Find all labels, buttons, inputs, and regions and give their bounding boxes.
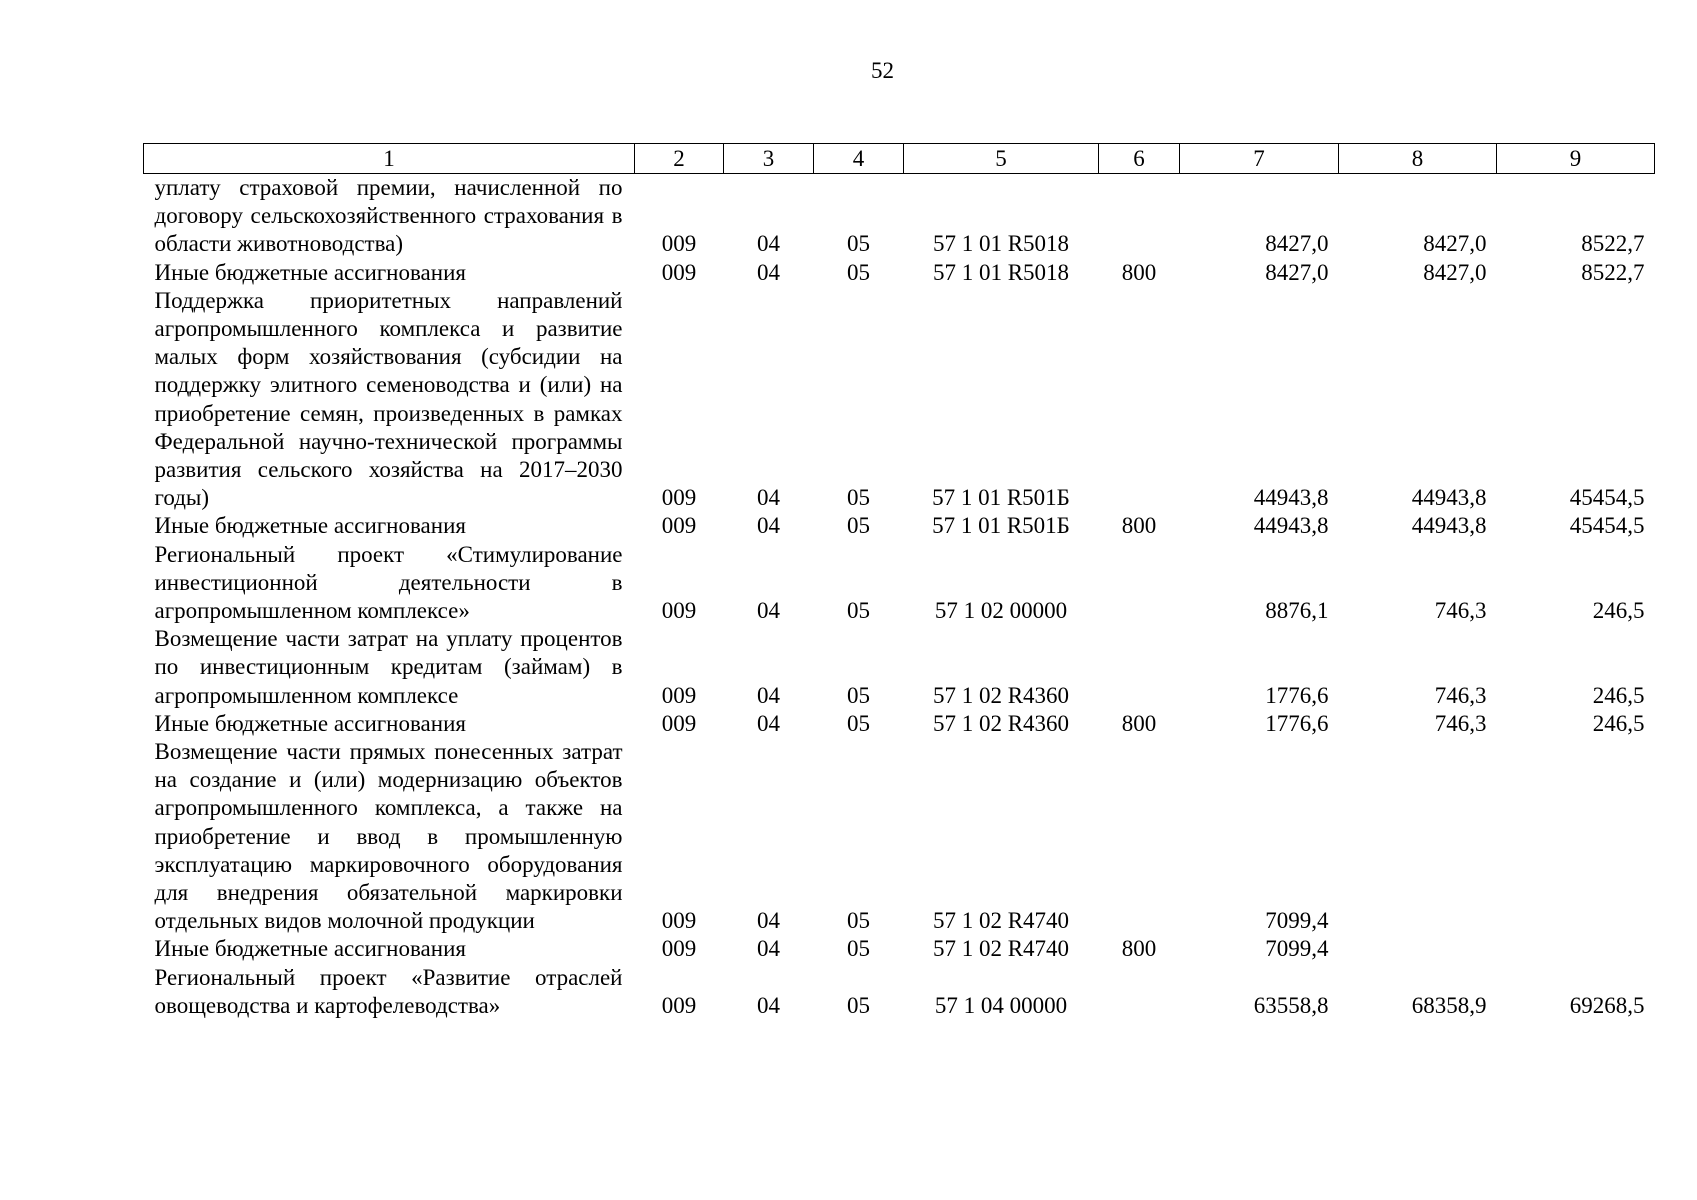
target-article-code: 57 1 01 R5018 xyxy=(932,259,1070,285)
row-description: Возмещение части прямых понесенных затрат на создание и (или) модернизацию объектов агропромышленного комплекса, а также на приобретение и ввод в промышленную эксплуатацию маркировочного оборудования для внедрения обязательной маркировки отдельных видов молочной продукции xyxy=(154,739,623,934)
table-row xyxy=(144,935,1655,963)
section-code: 04 xyxy=(757,992,780,1018)
ministry-code: 009 xyxy=(661,936,697,962)
amount-col8: 746,3 xyxy=(1434,682,1487,708)
subsection-code: 05 xyxy=(847,259,870,285)
row-description: Региональный проект «Развитие отраслей овощеводства и картофелеводства» xyxy=(154,964,623,1018)
amount-col9: 246,5 xyxy=(1592,710,1645,736)
amount-col9: 45454,5 xyxy=(1569,513,1645,539)
amount-col8: 746,3 xyxy=(1434,710,1487,736)
amount-col9: 69268,5 xyxy=(1569,992,1645,1018)
table-row xyxy=(144,259,1655,287)
budget-table xyxy=(143,143,1655,1020)
table-row xyxy=(144,512,1655,540)
section-code: 04 xyxy=(757,485,780,511)
amount-col7: 44943,8 xyxy=(1253,513,1329,539)
amount-col9: 246,5 xyxy=(1592,598,1645,624)
column-header: 8 xyxy=(1339,144,1497,174)
amount-col7: 7099,4 xyxy=(1265,936,1329,962)
ministry-code: 009 xyxy=(661,259,697,285)
section-code: 04 xyxy=(757,513,780,539)
column-header: 3 xyxy=(724,144,814,174)
expense-type-code xyxy=(1099,625,1180,710)
target-article-code: 57 1 02 R4740 xyxy=(932,936,1070,962)
amount-col9 xyxy=(1497,738,1655,935)
row-description: уплату страховой премии, начисленной по договору сельскохозяйственного страхования в области животноводства) xyxy=(154,175,623,257)
expense-type-code xyxy=(1099,174,1180,259)
table-row xyxy=(144,710,1655,738)
subsection-code: 05 xyxy=(847,682,870,708)
row-description: Иные бюджетные ассигнования xyxy=(154,259,466,285)
target-article-code: 57 1 02 R4360 xyxy=(932,710,1070,736)
row-description: Поддержка приоритетных направлений агропромышленного комплекса и развитие малых форм хозяйствования (субсидии на поддержку элитного семеноводства и (или) на приобретение семян, произведенных в рамках Федеральной научно-технической программы развития сельского хозяйства на 2017–2030 годы) xyxy=(154,287,623,511)
section-code: 04 xyxy=(757,231,780,257)
ministry-code: 009 xyxy=(661,231,697,257)
amount-col7: 7099,4 xyxy=(1265,908,1329,934)
column-header: 5 xyxy=(904,144,1099,174)
amount-col9: 246,5 xyxy=(1592,682,1645,708)
amount-col7: 8876,1 xyxy=(1265,598,1329,624)
row-description: Возмещение части затрат на уплату процентов по инвестиционным кредитам (займам) в агропромышленном комплексе xyxy=(154,626,623,708)
amount-col9: 8522,7 xyxy=(1581,259,1645,285)
expense-type-code xyxy=(1099,541,1180,626)
ministry-code: 009 xyxy=(661,513,697,539)
column-header: 2 xyxy=(635,144,724,174)
ministry-code: 009 xyxy=(661,485,697,511)
ministry-code: 009 xyxy=(661,710,697,736)
ministry-code: 009 xyxy=(661,598,697,624)
table-header-row xyxy=(144,144,1655,174)
target-article-code: 57 1 04 00000 xyxy=(934,992,1068,1018)
column-header: 9 xyxy=(1497,144,1655,174)
amount-col8 xyxy=(1339,935,1497,963)
amount-col7: 1776,6 xyxy=(1265,682,1329,708)
ministry-code: 009 xyxy=(661,908,697,934)
amount-col9: 8522,7 xyxy=(1581,231,1645,257)
amount-col8: 68358,9 xyxy=(1411,992,1487,1018)
amount-col8: 8427,0 xyxy=(1423,259,1487,285)
target-article-code: 57 1 01 R501Б xyxy=(932,513,1070,539)
amount-col8: 746,3 xyxy=(1434,598,1487,624)
section-code: 04 xyxy=(757,682,780,708)
amount-col7: 8427,0 xyxy=(1265,259,1329,285)
subsection-code: 05 xyxy=(847,598,870,624)
table-row xyxy=(144,738,1655,935)
expense-type-code xyxy=(1099,738,1180,935)
column-header: 7 xyxy=(1180,144,1339,174)
table-row xyxy=(144,541,1655,626)
table-row xyxy=(144,287,1655,513)
row-description: Иные бюджетные ассигнования xyxy=(154,513,466,539)
column-header: 6 xyxy=(1099,144,1180,174)
subsection-code: 05 xyxy=(847,908,870,934)
target-article-code: 57 1 02 R4740 xyxy=(932,908,1070,934)
row-description: Иные бюджетные ассигнования xyxy=(154,710,466,736)
amount-col7: 44943,8 xyxy=(1253,485,1329,511)
expense-type-code: 800 xyxy=(1121,513,1157,539)
expense-type-code: 800 xyxy=(1121,259,1157,285)
amount-col8: 44943,8 xyxy=(1411,513,1487,539)
expense-type-code: 800 xyxy=(1121,936,1157,962)
table-row xyxy=(144,174,1655,259)
expense-type-code xyxy=(1099,287,1180,513)
column-header: 1 xyxy=(144,144,635,174)
amount-col7: 8427,0 xyxy=(1265,231,1329,257)
column-header: 4 xyxy=(814,144,904,174)
target-article-code: 57 1 02 00000 xyxy=(934,598,1068,624)
amount-col7: 1776,6 xyxy=(1265,710,1329,736)
row-description: Региональный проект «Стимулирование инвестиционной деятельности в агропромышленном комплексе» xyxy=(154,541,623,624)
amount-col9: 45454,5 xyxy=(1569,485,1645,511)
amount-col8: 44943,8 xyxy=(1411,485,1487,511)
target-article-code: 57 1 02 R4360 xyxy=(932,682,1070,708)
section-code: 04 xyxy=(757,936,780,962)
amount-col8: 8427,0 xyxy=(1423,231,1487,257)
expense-type-code: 800 xyxy=(1121,710,1157,736)
target-article-code: 57 1 01 R501Б xyxy=(932,485,1070,511)
section-code: 04 xyxy=(757,710,780,736)
amount-col9 xyxy=(1497,935,1655,963)
subsection-code: 05 xyxy=(847,710,870,736)
subsection-code: 05 xyxy=(847,936,870,962)
amount-col8 xyxy=(1339,738,1497,935)
ministry-code: 009 xyxy=(661,682,697,708)
subsection-code: 05 xyxy=(847,231,870,257)
subsection-code: 05 xyxy=(847,513,870,539)
amount-col7: 63558,8 xyxy=(1253,992,1329,1018)
section-code: 04 xyxy=(757,908,780,934)
row-description: Иные бюджетные ассигнования xyxy=(154,936,466,962)
page-number: 52 xyxy=(871,58,894,83)
table-row xyxy=(144,964,1655,1020)
ministry-code: 009 xyxy=(661,992,697,1018)
section-code: 04 xyxy=(757,598,780,624)
subsection-code: 05 xyxy=(847,992,870,1018)
target-article-code: 57 1 01 R5018 xyxy=(932,231,1070,257)
expense-type-code xyxy=(1099,964,1180,1020)
section-code: 04 xyxy=(757,259,780,285)
table-row xyxy=(144,625,1655,710)
subsection-code: 05 xyxy=(847,485,870,511)
